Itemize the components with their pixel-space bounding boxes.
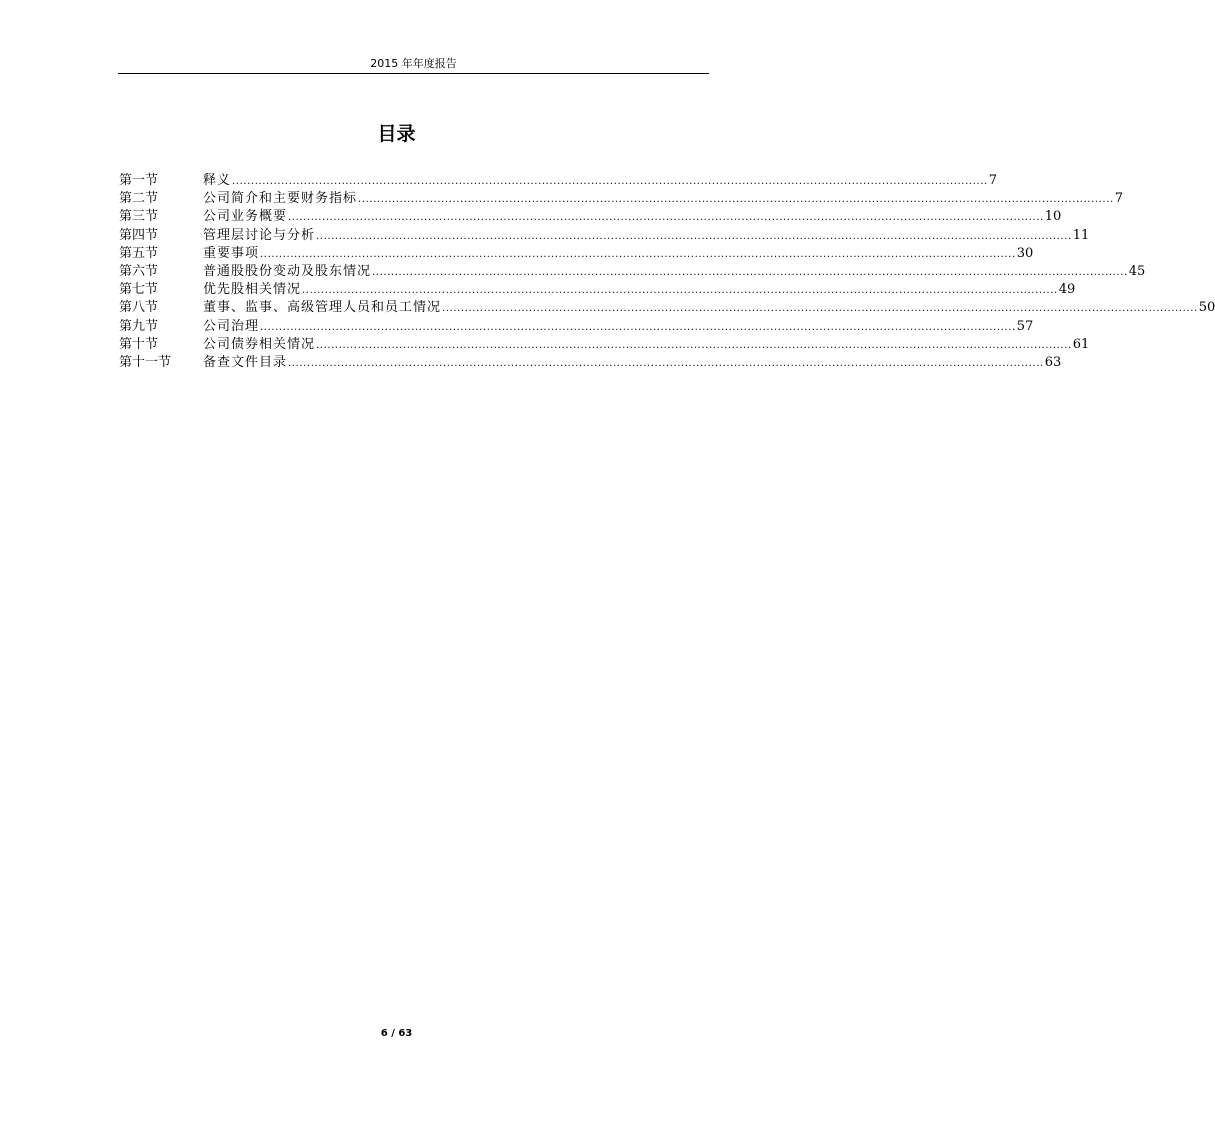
toc-dot-leader: ........................................................................................................................................................................................................ (442, 303, 1198, 315)
toc-entry[interactable] (119, 299, 1215, 317)
table-of-contents (119, 172, 1215, 372)
toc-dot-leader: ........................................................................................................................................................................................................ (358, 194, 1114, 206)
toc-section-title: 管理层讨论与分析 (203, 227, 316, 243)
toc-section-title: 优先股相关情况 (203, 282, 302, 298)
toc-dot-leader: ........................................................................................................................................................................................................ (260, 248, 1016, 260)
toc-dot-leader: ........................................................................................................................................................................................................ (302, 285, 1058, 297)
toc-section-number: 第六节 (119, 263, 159, 279)
toc-entry[interactable] (119, 208, 1062, 226)
toc-entry[interactable] (119, 172, 998, 190)
toc-page-number: 61 (1072, 336, 1090, 352)
toc-section-number: 第五节 (119, 245, 159, 261)
toc-entry[interactable] (119, 318, 1034, 336)
toc-section-number: 第十一节 (119, 354, 172, 370)
toc-section-title: 公司简介和主要财务指标 (203, 191, 358, 207)
toc-section-number: 第一节 (119, 173, 159, 188)
toc-page-number: 45 (1128, 263, 1146, 279)
page-number-footer: 6 / 63 (380, 1028, 413, 1039)
toc-section-number: 第九节 (119, 318, 159, 334)
toc-dot-leader: ........................................................................................................................................................................................................ (288, 357, 1044, 369)
toc-section-title: 备查文件目录 (203, 354, 288, 370)
toc-entry[interactable] (119, 190, 1124, 208)
toc-section-number: 第七节 (119, 282, 159, 298)
toc-entry[interactable] (119, 227, 1090, 245)
toc-page-number: 57 (1016, 318, 1034, 334)
toc-page-number: 7 (1114, 191, 1124, 207)
toc-dot-leader: ........................................................................................................................................................................................................ (288, 212, 1044, 224)
toc-page-number: 7 (988, 173, 998, 188)
toc-dot-leader: ........................................................................................................................................................................................................ (260, 321, 1016, 333)
toc-section-number: 第二节 (119, 191, 159, 207)
toc-entry[interactable] (119, 245, 1034, 263)
toc-section-number: 第三节 (119, 209, 159, 225)
page-title: 目录 (377, 123, 416, 145)
toc-dot-leader: ........................................................................................................................................................................................................ (232, 176, 988, 187)
toc-page-number: 10 (1044, 209, 1062, 225)
toc-section-number: 第十节 (119, 336, 159, 352)
toc-page-number: 50 (1198, 300, 1215, 316)
toc-page-number: 30 (1016, 245, 1034, 261)
toc-section-title: 普通股股份变动及股东情况 (203, 263, 372, 279)
toc-entry[interactable] (119, 336, 1090, 354)
toc-dot-leader: ........................................................................................................................................................................................................ (316, 230, 1072, 242)
toc-dot-leader: ........................................................................................................................................................................................................ (372, 266, 1128, 278)
toc-entry[interactable] (119, 281, 1076, 299)
toc-entry[interactable] (119, 354, 1062, 372)
toc-section-title: 董事、监事、高级管理人员和员工情况 (203, 300, 442, 316)
toc-entry[interactable] (119, 263, 1146, 281)
page-header: 2015 年年度报告 (370, 57, 457, 70)
toc-page-number: 11 (1072, 227, 1090, 243)
toc-section-title: 释义 (203, 173, 232, 188)
toc-page-number: 49 (1058, 282, 1076, 298)
toc-page-number: 63 (1044, 354, 1062, 370)
toc-section-title: 重要事项 (203, 245, 260, 261)
toc-section-title: 公司业务概要 (203, 209, 288, 225)
toc-section-title: 公司债券相关情况 (203, 336, 316, 352)
toc-section-number: 第四节 (119, 227, 159, 243)
header-divider (118, 73, 709, 74)
toc-section-number: 第八节 (119, 300, 159, 316)
toc-dot-leader: ........................................................................................................................................................................................................ (316, 339, 1072, 351)
toc-section-title: 公司治理 (203, 318, 260, 334)
